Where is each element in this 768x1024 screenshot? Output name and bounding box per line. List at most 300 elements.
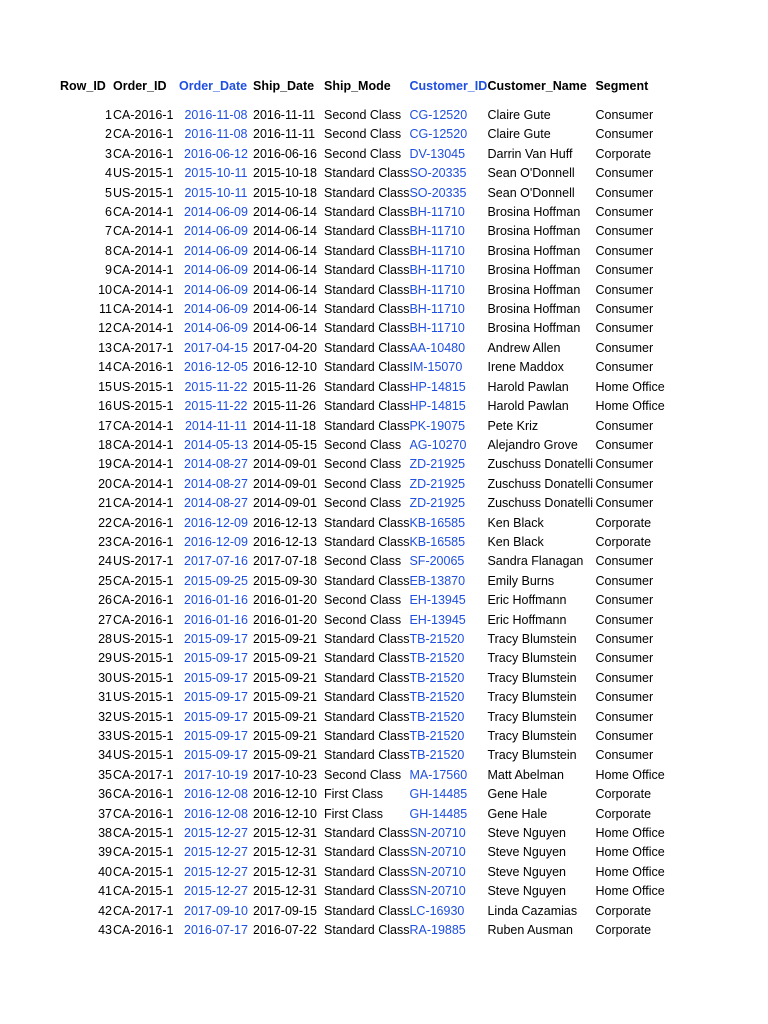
order-id-cell[interactable]: CA-2015-1 <box>113 573 174 588</box>
customer-id-cell[interactable]: TB-21520 <box>409 670 465 685</box>
ship-mode-cell[interactable]: First Class <box>324 787 384 802</box>
ship-date-cell[interactable]: 2015-10-18 <box>253 185 317 200</box>
customer-name-cell[interactable]: Gene Hale <box>487 787 548 802</box>
ship-mode-cell[interactable]: Second Class <box>324 146 402 161</box>
customer-name-cell[interactable]: Harold Pawlan <box>487 399 569 414</box>
ship-date-cell[interactable]: 2015-12-31 <box>253 826 317 841</box>
customer-name-cell[interactable]: Steve Nguyen <box>487 826 566 841</box>
row-id-cell[interactable]: 28 <box>98 631 112 646</box>
customer-name-cell[interactable]: Tracy Blumstein <box>487 748 577 763</box>
customer-id-cell[interactable]: MA-17560 <box>409 767 468 782</box>
customer-id-cell[interactable]: GH-14485 <box>409 806 468 821</box>
order-id-cell[interactable]: CA-2016-1 <box>113 593 174 608</box>
row-id-cell[interactable]: 18 <box>98 437 112 452</box>
ship-date-cell[interactable]: 2014-09-01 <box>253 496 317 511</box>
order-date-cell[interactable]: 2016-12-05 <box>184 360 248 375</box>
ship-date-cell[interactable]: 2015-11-26 <box>253 379 317 394</box>
segment-cell[interactable]: Consumer <box>595 631 654 646</box>
customer-name-cell[interactable]: Alejandro Grove <box>487 437 578 452</box>
row-id-cell[interactable]: 23 <box>98 534 112 549</box>
ship-date-cell[interactable]: 2015-09-30 <box>253 573 317 588</box>
order-id-cell[interactable]: US-2015-1 <box>113 185 174 200</box>
customer-id-cell[interactable]: AA-10480 <box>409 340 466 355</box>
order-date-cell[interactable]: 2015-11-22 <box>184 399 248 414</box>
customer-id-cell[interactable]: BH-11710 <box>409 302 465 317</box>
segment-cell[interactable]: Corporate <box>595 534 652 549</box>
order-date-cell[interactable]: 2017-09-10 <box>184 903 248 918</box>
ship-date-cell[interactable]: 2014-06-14 <box>253 243 317 258</box>
ship-date-cell[interactable]: 2016-12-10 <box>253 360 317 375</box>
customer-name-cell[interactable]: Zuschuss Donatelli <box>487 496 594 511</box>
customer-id-cell[interactable]: BH-11710 <box>409 243 465 258</box>
ship-mode-cell[interactable]: Standard Class <box>324 923 410 938</box>
row-id-cell[interactable]: 21 <box>98 496 112 511</box>
ship-mode-cell[interactable]: Standard Class <box>324 379 410 394</box>
order-date-cell[interactable]: 2015-09-17 <box>184 690 248 705</box>
customer-name-cell[interactable]: Harold Pawlan <box>487 379 569 394</box>
order-date-cell[interactable]: 2014-06-09 <box>184 282 248 297</box>
ship-date-cell[interactable]: 2016-11-11 <box>253 127 316 142</box>
ship-mode-cell[interactable]: Standard Class <box>324 845 410 860</box>
row-id-cell[interactable]: 40 <box>98 864 112 879</box>
order-id-cell[interactable]: US-2015-1 <box>113 748 174 763</box>
customer-name-cell[interactable]: Linda Cazamias <box>487 903 578 918</box>
ship-mode-cell[interactable]: Standard Class <box>324 534 410 549</box>
row-id-cell[interactable]: 9 <box>105 263 112 278</box>
row-id-cell[interactable]: 37 <box>98 806 112 821</box>
customer-id-cell[interactable]: BH-11710 <box>409 263 465 278</box>
ship-mode-cell[interactable]: Standard Class <box>324 748 410 763</box>
order-id-cell[interactable]: CA-2014-1 <box>113 418 174 433</box>
customer-id-cell[interactable]: TB-21520 <box>409 651 465 666</box>
row-id-cell[interactable]: 36 <box>98 787 112 802</box>
row-id-cell[interactable]: 14 <box>98 360 112 375</box>
ship-mode-cell[interactable]: Standard Class <box>324 243 410 258</box>
segment-cell[interactable]: Consumer <box>595 185 654 200</box>
customer-id-cell[interactable]: SF-20065 <box>409 554 465 569</box>
row-id-cell[interactable]: 15 <box>98 379 112 394</box>
ship-mode-cell[interactable]: Second Class <box>324 457 402 472</box>
order-date-cell[interactable]: 2014-06-09 <box>184 302 248 317</box>
order-id-cell[interactable]: US-2015-1 <box>113 729 174 743</box>
customer-id-cell[interactable]: AG-10270 <box>409 437 467 452</box>
customer-id-cell[interactable]: ZD-21925 <box>409 457 466 472</box>
customer-name-cell[interactable]: Eric Hoffmann <box>487 612 567 627</box>
customer-id-cell[interactable]: SN-20710 <box>409 864 466 879</box>
order-date-cell[interactable]: 2014-08-27 <box>184 476 248 491</box>
ship-date-cell[interactable]: 2014-06-14 <box>253 302 317 317</box>
ship-date-cell[interactable]: 2015-09-21 <box>253 709 317 724</box>
order-date-cell[interactable]: 2015-11-22 <box>184 379 248 394</box>
segment-cell[interactable]: Consumer <box>595 360 654 375</box>
row-id-cell[interactable]: 12 <box>98 321 112 336</box>
row-id-cell[interactable]: 19 <box>98 457 112 472</box>
order-id-cell[interactable]: CA-2015-1 <box>113 884 174 899</box>
row-id-cell[interactable]: 3 <box>105 146 112 161</box>
order-id-cell[interactable]: US-2015-1 <box>113 709 174 724</box>
customer-name-cell[interactable]: Zuschuss Donatelli <box>487 476 594 491</box>
ship-mode-cell[interactable]: Standard Class <box>324 166 410 181</box>
row-id-cell[interactable]: 34 <box>98 748 112 763</box>
order-id-cell[interactable]: CA-2016-1 <box>113 534 174 549</box>
ship-date-cell[interactable]: 2015-12-31 <box>253 884 317 899</box>
customer-name-cell[interactable]: Zuschuss Donatelli <box>487 457 594 472</box>
segment-cell[interactable]: Consumer <box>595 690 654 705</box>
customer-name-cell[interactable]: Andrew Allen <box>487 340 561 355</box>
ship-mode-cell[interactable]: Second Class <box>324 554 402 569</box>
customer-id-cell[interactable]: IM-15070 <box>409 360 463 375</box>
row-id-cell[interactable]: 11 <box>99 302 112 317</box>
ship-date-cell[interactable]: 2016-12-10 <box>253 787 317 802</box>
order-date-cell[interactable]: 2014-05-13 <box>184 437 248 452</box>
row-id-cell[interactable]: 25 <box>98 573 112 588</box>
segment-cell[interactable]: Consumer <box>595 166 654 181</box>
customer-name-cell[interactable]: Matt Abelman <box>487 767 564 782</box>
customer-id-cell[interactable]: HP-14815 <box>409 379 466 394</box>
order-id-cell[interactable]: CA-2014-1 <box>113 205 174 220</box>
segment-cell[interactable]: Consumer <box>595 709 654 724</box>
ship-mode-cell[interactable]: Second Class <box>324 593 402 608</box>
customer-id-cell[interactable]: ZD-21925 <box>409 476 466 491</box>
order-id-cell[interactable]: CA-2015-1 <box>113 864 174 879</box>
customer-id-cell[interactable]: GH-14485 <box>409 787 468 802</box>
order-date-cell[interactable]: 2014-08-27 <box>184 496 248 511</box>
ship-mode-cell[interactable]: Standard Class <box>324 360 410 375</box>
customer-name-cell[interactable]: Brosina Hoffman <box>487 263 581 278</box>
customer-name-cell[interactable]: Sean O'Donnell <box>487 185 575 200</box>
segment-cell[interactable]: Corporate <box>595 806 652 821</box>
customer-name-cell[interactable]: Brosina Hoffman <box>487 321 581 336</box>
order-date-cell[interactable]: 2015-12-27 <box>184 845 248 860</box>
customer-name-cell[interactable]: Steve Nguyen <box>487 864 566 879</box>
customer-id-cell[interactable]: BH-11710 <box>409 224 465 239</box>
ship-date-cell[interactable]: 2015-09-21 <box>253 651 317 666</box>
customer-name-cell[interactable]: Brosina Hoffman <box>487 282 581 297</box>
order-date-cell[interactable]: 2016-11-08 <box>184 127 248 142</box>
customer-name-cell[interactable]: Tracy Blumstein <box>487 729 577 743</box>
ship-date-cell[interactable]: 2014-05-15 <box>253 437 317 452</box>
customer-name-cell[interactable]: Brosina Hoffman <box>487 243 581 258</box>
order-id-cell[interactable]: CA-2015-1 <box>113 845 174 860</box>
ship-mode-cell[interactable]: Standard Class <box>324 631 410 646</box>
segment-cell[interactable]: Corporate <box>595 923 652 938</box>
order-date-cell[interactable]: 2016-07-17 <box>184 923 248 938</box>
ship-date-cell[interactable]: 2015-09-21 <box>253 631 317 646</box>
segment-cell[interactable]: Consumer <box>595 282 654 297</box>
customer-id-cell[interactable]: RA-19885 <box>409 923 466 938</box>
order-date-cell[interactable]: 2015-10-11 <box>184 166 248 181</box>
customer-id-cell[interactable]: EB-13870 <box>409 573 466 588</box>
customer-name-cell[interactable]: Ken Black <box>487 515 544 530</box>
ship-mode-cell[interactable]: Standard Class <box>324 321 410 336</box>
ship-date-cell[interactable]: 2017-04-20 <box>253 340 317 355</box>
segment-cell[interactable]: Consumer <box>595 573 654 588</box>
customer-name-cell[interactable]: Sean O'Donnell <box>487 166 575 181</box>
customer-name-cell[interactable]: Sandra Flanagan <box>487 554 584 569</box>
customer-id-cell[interactable]: BH-11710 <box>409 282 465 297</box>
order-id-cell[interactable]: CA-2015-1 <box>113 826 174 841</box>
ship-date-cell[interactable]: 2015-09-21 <box>253 748 317 763</box>
customer-id-cell[interactable]: LC-16930 <box>409 903 465 918</box>
ship-date-cell[interactable]: 2016-12-13 <box>253 534 317 549</box>
ship-mode-cell[interactable]: Standard Class <box>324 263 410 278</box>
ship-date-cell[interactable]: 2015-11-26 <box>253 399 317 414</box>
segment-cell[interactable]: Consumer <box>595 108 654 122</box>
customer-name-cell[interactable]: Tracy Blumstein <box>487 709 577 724</box>
ship-date-cell[interactable]: 2014-06-14 <box>253 205 317 220</box>
ship-mode-cell[interactable]: Second Class <box>324 767 402 782</box>
order-id-cell[interactable]: CA-2016-1 <box>113 146 174 161</box>
customer-name-cell[interactable]: Tracy Blumstein <box>487 651 577 666</box>
customer-name-cell[interactable]: Darrin Van Huff <box>487 146 573 161</box>
ship-date-cell[interactable]: 2016-07-22 <box>253 923 317 938</box>
ship-date-cell[interactable]: 2016-12-13 <box>253 515 317 530</box>
segment-cell[interactable]: Consumer <box>595 321 654 336</box>
order-id-cell[interactable]: CA-2014-1 <box>113 496 174 511</box>
customer-id-cell[interactable]: TB-21520 <box>409 690 465 705</box>
ship-date-cell[interactable]: 2014-09-01 <box>253 457 317 472</box>
segment-cell[interactable]: Corporate <box>595 903 652 918</box>
segment-cell[interactable]: Home Office <box>595 767 665 782</box>
ship-date-cell[interactable]: 2016-11-11 <box>253 108 316 122</box>
segment-cell[interactable]: Home Office <box>595 864 665 879</box>
customer-id-cell[interactable]: HP-14815 <box>409 399 466 414</box>
customer-id-cell[interactable]: EH-13945 <box>409 612 466 627</box>
ship-mode-cell[interactable]: Second Class <box>324 496 402 511</box>
segment-cell[interactable]: Home Office <box>595 379 665 394</box>
order-id-cell[interactable]: US-2015-1 <box>113 651 174 666</box>
customer-id-cell[interactable]: TB-21520 <box>409 631 465 646</box>
ship-date-cell[interactable]: 2014-06-14 <box>253 224 317 239</box>
segment-cell[interactable]: Corporate <box>595 146 652 161</box>
ship-mode-cell[interactable]: Standard Class <box>324 205 410 220</box>
order-id-cell[interactable]: CA-2016-1 <box>113 923 174 938</box>
segment-cell[interactable]: Home Office <box>595 845 665 860</box>
order-id-cell[interactable]: CA-2014-1 <box>113 321 174 336</box>
customer-name-cell[interactable]: Emily Burns <box>487 573 555 588</box>
ship-mode-cell[interactable]: Standard Class <box>324 515 410 530</box>
order-date-cell[interactable]: 2016-01-16 <box>184 593 248 608</box>
row-id-cell[interactable]: 4 <box>105 166 112 181</box>
order-id-cell[interactable]: US-2015-1 <box>113 690 174 705</box>
order-date-cell[interactable]: 2016-12-08 <box>184 787 248 802</box>
row-id-cell[interactable]: 33 <box>98 729 112 743</box>
customer-id-cell[interactable]: KB-16585 <box>409 534 466 549</box>
ship-date-cell[interactable]: 2017-07-18 <box>253 554 317 569</box>
ship-date-cell[interactable]: 2016-01-20 <box>253 612 317 627</box>
ship-date-cell[interactable]: 2014-06-14 <box>253 321 317 336</box>
customer-name-cell[interactable]: Brosina Hoffman <box>487 302 581 317</box>
ship-date-cell[interactable]: 2017-10-23 <box>253 767 317 782</box>
customer-name-cell[interactable]: Gene Hale <box>487 806 548 821</box>
row-id-cell[interactable]: 13 <box>98 340 112 355</box>
ship-date-cell[interactable]: 2014-09-01 <box>253 476 317 491</box>
ship-date-cell[interactable]: 2014-06-14 <box>253 282 317 297</box>
ship-date-cell[interactable]: 2016-06-16 <box>253 146 317 161</box>
order-date-cell[interactable]: 2014-08-27 <box>184 457 248 472</box>
order-id-cell[interactable]: CA-2014-1 <box>113 302 174 317</box>
ship-mode-cell[interactable]: Standard Class <box>324 224 410 239</box>
segment-cell[interactable]: Consumer <box>595 457 654 472</box>
customer-id-cell[interactable]: CG-12520 <box>409 127 468 142</box>
ship-mode-cell[interactable]: Second Class <box>324 612 402 627</box>
order-id-cell[interactable]: US-2015-1 <box>113 166 174 181</box>
order-date-cell[interactable]: 2015-12-27 <box>184 884 248 899</box>
row-id-cell[interactable]: 8 <box>105 243 112 258</box>
ship-date-cell[interactable]: 2016-01-20 <box>253 593 317 608</box>
order-date-cell[interactable]: 2016-12-09 <box>184 515 248 530</box>
order-id-cell[interactable]: US-2015-1 <box>113 631 174 646</box>
ship-date-cell[interactable]: 2014-11-18 <box>253 418 317 433</box>
ship-mode-cell[interactable]: Standard Class <box>324 651 410 666</box>
order-date-cell[interactable]: 2015-09-25 <box>184 573 248 588</box>
segment-cell[interactable]: Consumer <box>595 612 654 627</box>
segment-cell[interactable]: Home Office <box>595 399 665 414</box>
segment-cell[interactable]: Consumer <box>595 205 654 220</box>
order-date-cell[interactable]: 2015-09-17 <box>184 748 248 763</box>
segment-cell[interactable]: Consumer <box>595 302 654 317</box>
order-date-cell[interactable]: 2014-06-09 <box>184 205 248 220</box>
customer-name-cell[interactable]: Claire Gute <box>487 108 551 122</box>
order-id-cell[interactable]: CA-2016-1 <box>113 127 174 142</box>
order-id-cell[interactable]: CA-2014-1 <box>113 457 174 472</box>
ship-mode-cell[interactable]: Second Class <box>324 108 402 122</box>
row-id-cell[interactable]: 5 <box>105 185 112 200</box>
ship-mode-cell[interactable]: Standard Class <box>324 826 410 841</box>
order-date-cell[interactable]: 2014-06-09 <box>184 321 248 336</box>
order-id-cell[interactable]: CA-2016-1 <box>113 806 174 821</box>
ship-date-cell[interactable]: 2015-09-21 <box>253 690 317 705</box>
customer-name-cell[interactable]: Eric Hoffmann <box>487 593 567 608</box>
segment-cell[interactable]: Consumer <box>595 127 654 142</box>
row-id-cell[interactable]: 31 <box>98 690 112 705</box>
order-id-cell[interactable]: CA-2017-1 <box>113 903 174 918</box>
customer-id-cell[interactable]: TB-21520 <box>409 709 465 724</box>
order-id-cell[interactable]: CA-2014-1 <box>113 224 174 239</box>
customer-id-cell[interactable]: SN-20710 <box>409 884 466 899</box>
segment-cell[interactable]: Consumer <box>595 496 654 511</box>
order-id-cell[interactable]: CA-2014-1 <box>113 263 174 278</box>
row-id-cell[interactable]: 6 <box>105 205 112 220</box>
order-date-cell[interactable]: 2016-11-08 <box>184 108 248 122</box>
row-id-cell[interactable]: 22 <box>98 515 112 530</box>
segment-cell[interactable]: Consumer <box>595 224 654 239</box>
ship-mode-cell[interactable]: Standard Class <box>324 903 410 918</box>
order-id-cell[interactable]: CA-2016-1 <box>113 787 174 802</box>
customer-name-cell[interactable]: Brosina Hoffman <box>487 224 581 239</box>
ship-mode-cell[interactable]: Second Class <box>324 127 402 142</box>
ship-date-cell[interactable]: 2016-12-10 <box>253 806 317 821</box>
segment-cell[interactable]: Corporate <box>595 515 652 530</box>
order-date-cell[interactable]: 2016-06-12 <box>184 146 248 161</box>
segment-cell[interactable]: Consumer <box>595 651 654 666</box>
row-id-cell[interactable]: 24 <box>98 554 112 569</box>
order-id-cell[interactable]: CA-2014-1 <box>113 476 174 491</box>
ship-mode-cell[interactable]: Standard Class <box>324 729 410 743</box>
customer-id-cell[interactable]: ZD-21925 <box>409 496 466 511</box>
row-id-cell[interactable]: 10 <box>98 282 112 297</box>
row-id-cell[interactable]: 17 <box>98 418 112 433</box>
order-id-cell[interactable]: CA-2014-1 <box>113 437 174 452</box>
order-date-cell[interactable]: 2014-06-09 <box>184 224 248 239</box>
segment-cell[interactable]: Consumer <box>595 418 654 433</box>
row-id-cell[interactable]: 1 <box>105 108 112 122</box>
row-id-cell[interactable]: 42 <box>98 903 112 918</box>
customer-name-cell[interactable]: Tracy Blumstein <box>487 690 577 705</box>
customer-name-cell[interactable]: Irene Maddox <box>487 360 564 375</box>
ship-mode-cell[interactable]: Standard Class <box>324 282 410 297</box>
segment-cell[interactable]: Corporate <box>595 787 652 802</box>
ship-mode-cell[interactable]: First Class <box>324 806 384 821</box>
order-date-cell[interactable]: 2017-07-16 <box>184 554 248 569</box>
ship-mode-cell[interactable]: Standard Class <box>324 709 410 724</box>
row-id-cell[interactable]: 7 <box>105 224 112 239</box>
order-date-cell[interactable]: 2014-06-09 <box>184 263 248 278</box>
order-date-cell[interactable]: 2015-09-17 <box>184 670 248 685</box>
customer-id-cell[interactable]: SN-20710 <box>409 845 466 860</box>
row-id-cell[interactable]: 27 <box>98 612 112 627</box>
customer-id-cell[interactable]: EH-13945 <box>409 593 466 608</box>
order-date-cell[interactable]: 2015-12-27 <box>184 864 248 879</box>
customer-id-cell[interactable]: SN-20710 <box>409 826 466 841</box>
segment-cell[interactable]: Consumer <box>595 593 654 608</box>
customer-id-cell[interactable]: PK-19075 <box>409 418 466 433</box>
row-id-cell[interactable]: 38 <box>98 826 112 841</box>
customer-id-cell[interactable]: SO-20335 <box>409 185 467 200</box>
order-date-cell[interactable]: 2015-12-27 <box>184 826 248 841</box>
ship-mode-cell[interactable]: Standard Class <box>324 573 410 588</box>
order-id-cell[interactable]: US-2017-1 <box>113 554 174 569</box>
order-id-cell[interactable]: CA-2016-1 <box>113 515 174 530</box>
customer-name-cell[interactable]: Claire Gute <box>487 127 551 142</box>
customer-name-cell[interactable]: Brosina Hoffman <box>487 205 581 220</box>
customer-name-cell[interactable]: Tracy Blumstein <box>487 631 577 646</box>
segment-cell[interactable]: Consumer <box>595 243 654 258</box>
customer-name-cell[interactable]: Steve Nguyen <box>487 845 566 860</box>
ship-date-cell[interactable]: 2014-06-14 <box>253 263 317 278</box>
segment-cell[interactable]: Home Office <box>595 826 665 841</box>
row-id-cell[interactable]: 35 <box>98 767 112 782</box>
customer-name-cell[interactable]: Ken Black <box>487 534 544 549</box>
segment-cell[interactable]: Consumer <box>595 670 654 685</box>
segment-cell[interactable]: Consumer <box>595 437 654 452</box>
order-id-cell[interactable]: CA-2016-1 <box>113 108 174 122</box>
order-date-cell[interactable]: 2017-10-19 <box>184 767 248 782</box>
ship-date-cell[interactable]: 2015-09-21 <box>253 670 317 685</box>
order-date-cell[interactable]: 2015-09-17 <box>184 729 248 743</box>
customer-id-cell[interactable]: TB-21520 <box>409 748 465 763</box>
ship-mode-cell[interactable]: Standard Class <box>324 670 410 685</box>
ship-mode-cell[interactable]: Standard Class <box>324 340 410 355</box>
order-id-cell[interactable]: CA-2016-1 <box>113 612 174 627</box>
ship-date-cell[interactable]: 2017-09-15 <box>253 903 317 918</box>
ship-mode-cell[interactable]: Standard Class <box>324 185 410 200</box>
order-id-cell[interactable]: CA-2014-1 <box>113 282 174 297</box>
customer-id-cell[interactable]: DV-13045 <box>409 146 466 161</box>
row-id-cell[interactable]: 16 <box>98 399 112 414</box>
ship-date-cell[interactable]: 2015-12-31 <box>253 864 317 879</box>
order-id-cell[interactable]: US-2015-1 <box>113 379 174 394</box>
order-date-cell[interactable]: 2015-10-11 <box>184 185 248 200</box>
customer-name-cell[interactable]: Steve Nguyen <box>487 884 566 899</box>
row-id-cell[interactable]: 2 <box>105 127 112 142</box>
customer-id-cell[interactable]: CG-12520 <box>409 108 468 122</box>
ship-mode-cell[interactable]: Second Class <box>324 476 402 491</box>
ship-mode-cell[interactable]: Standard Class <box>324 399 410 414</box>
row-id-cell[interactable]: 20 <box>98 476 112 491</box>
segment-cell[interactable]: Consumer <box>595 340 654 355</box>
order-date-cell[interactable]: 2014-11-11 <box>184 418 248 433</box>
